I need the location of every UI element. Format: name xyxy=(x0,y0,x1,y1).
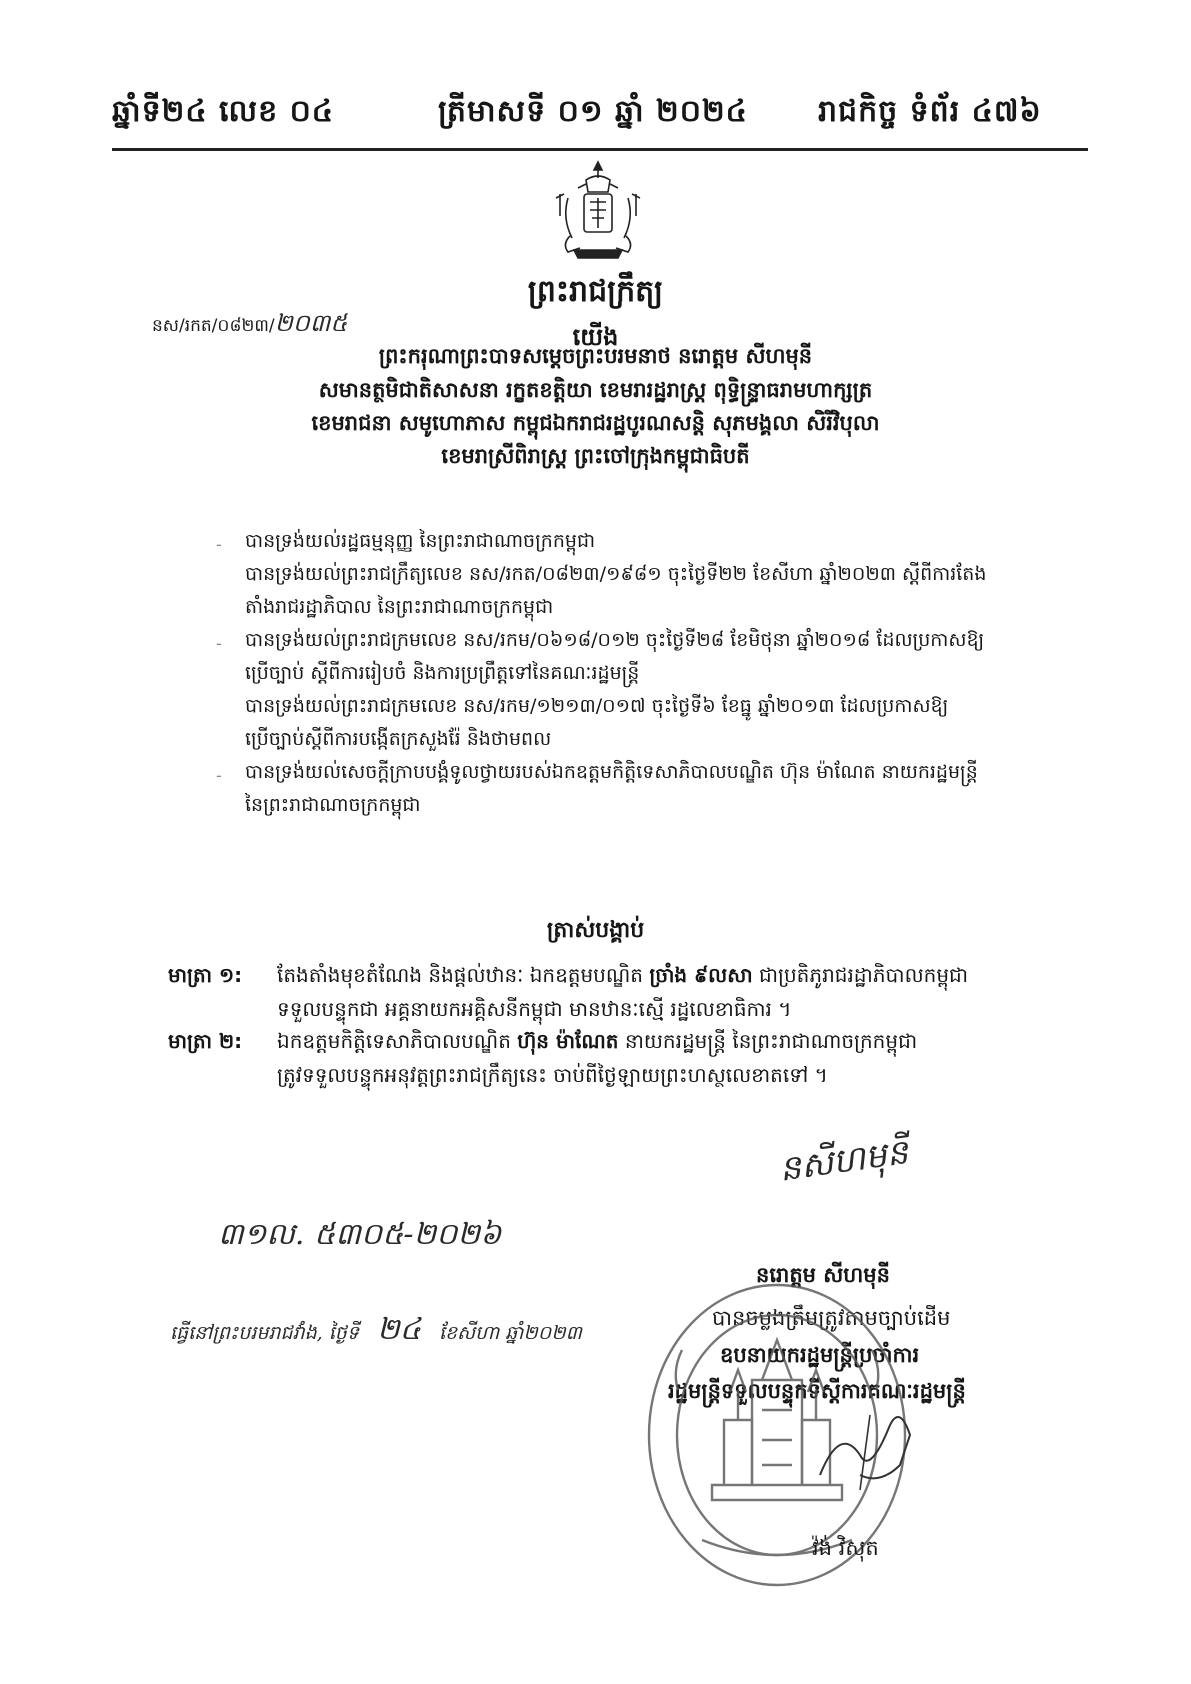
countersigner-name: វ៉ង់ វិសុត xyxy=(812,1536,879,1560)
article-1-text-post: ជាប្រតិភូរាជរដ្ឋាភិបាលកម្ពុជា xyxy=(758,963,969,987)
article-2-text-post: នាយករដ្ឋមន្ត្រី នៃព្រះរាជាណាចក្រកម្ពុជា xyxy=(624,1029,918,1053)
consideration-dash: - xyxy=(216,766,222,785)
order-heading: ត្រាស់បង្គាប់ xyxy=(546,918,645,943)
consideration-dash: - xyxy=(216,634,222,653)
header-rule xyxy=(112,148,1088,151)
day-handwritten: ២៤ xyxy=(376,1312,421,1347)
place-and-date xyxy=(170,1310,582,1354)
king-title-line-1: ព្រះករុណាព្រះបាទសម្ដេចព្រះបរមនាថ នរោត្តម សីហមុនី xyxy=(378,344,813,368)
consideration-line: នៃព្រះរាជាណាចក្រកម្ពុជា xyxy=(245,794,421,816)
ref-number-handwritten: ២០៣៥ xyxy=(274,309,348,337)
minister-handwritten-signature xyxy=(800,1395,930,1495)
king-title-line-3: ខេមរាជនា សមូហោភាស កម្ពុជឯករាជរដ្ឋបូរណសន្តិ សុភមង្គលា សិរីវិបុលា xyxy=(311,411,880,435)
article-1-line-1 xyxy=(277,962,968,992)
article-2-label: មាត្រា ២: xyxy=(168,1029,243,1053)
king-title-line-4: ខេមរាស្រីពិរាស្ត្រ ព្រះចៅក្រុងកម្ពុជាធិបតី xyxy=(441,444,750,468)
king-handwritten-signature xyxy=(776,1132,930,1218)
consideration-line: ប្រើច្បាប់ ស្ដីពីការរៀបចំ និងការប្រព្រឹត្តទៅនៃគណៈរដ្ឋមន្ត្រី xyxy=(245,662,640,684)
cabinet-minister-title: រដ្ឋមន្ត្រីទទួលបន្ទុកទីស្ដីការគណៈរដ្ឋមន្ត្រី xyxy=(668,1379,966,1403)
ref-number-printed: នស/រកត/០៨២៣/ xyxy=(152,316,275,336)
article-1-label: មាត្រា ១: xyxy=(168,963,243,987)
gazette-year-issue: ឆ្នាំទី២៤ លេខ ០៤ xyxy=(112,94,335,129)
deputy-pm-title: ឧបនាយករដ្ឋមន្ត្រីប្រចាំការ xyxy=(720,1343,920,1367)
consideration-line: បានទ្រង់យល់ព្រះរាជក្រមលេខ នស/រកម/១២១៣/០១៧ ចុះថ្ងៃទី៦ ខែធ្នូ ឆ្នាំ២០១៣ ដែលប្រកាសឱ្យ xyxy=(245,695,949,717)
consideration-line: បានទ្រង់យល់សេចក្ដីក្រាបបង្គំទូលថ្វាយរបស់ឯកឧត្តមកិត្តិទេសាភិបាលបណ្ឌិត ហ៊ុន ម៉ាណែត នាយករដ្ឋមន្ត្រី xyxy=(245,761,978,783)
decree-we: យើង xyxy=(572,323,619,351)
consideration-line: បានទ្រង់យល់ព្រះរាជក្រឹត្យលេខ នស/រកត/០៨២៣/១៩៨១ ចុះថ្ងៃទី២២ ខែសីហា ឆ្នាំ២០២៣ ស្ដីពីការតែង xyxy=(245,563,987,585)
certified-copy-note: បានចម្លងត្រឹមត្រូវតាមច្បាប់ដើម xyxy=(712,1306,951,1330)
consideration-dash: - xyxy=(216,535,222,554)
king-name: នរោត្តម សីហមុនី xyxy=(756,1263,890,1287)
decree-title: ព្រះរាជក្រឹត្យ xyxy=(527,274,664,309)
place-date-prefix: ធ្វើនៅព្រះបរមរាជវាំង, ថ្ងៃទី xyxy=(170,1322,359,1344)
consideration-line: តាំងរាជរដ្ឋាភិបាល នៃព្រះរាជាណាចក្រកម្ពុជា xyxy=(245,596,554,618)
consideration-line: បានទ្រង់យល់រដ្ឋធម្មនុញ្ញ នៃព្រះរាជាណាចក្រកម្ពុជា xyxy=(245,530,596,552)
gazette-quarter: ត្រីមាសទី ០១ ឆ្នាំ ២០២៤ xyxy=(438,94,748,129)
royal-coat-of-arms-icon xyxy=(548,158,648,266)
king-title-line-2: សមានត្ថមិជាតិសាសនា រក្ខតខត្តិយា ខេមរារដ្ឋរាស្ត្រ ពុទ្ធិន្ទ្រាធរាមហាក្សត្រ xyxy=(318,378,873,402)
gazette-page-number: រាជកិច្ច ទំព័រ ៤៧៦ xyxy=(818,94,1042,129)
handwritten-registry-number: ៣១ល. ៥៣០៥-២០២៦ xyxy=(218,1217,502,1252)
article-2-text: ឯកឧត្តមកិត្តិទេសាភិបាលបណ្ឌិត xyxy=(277,1029,511,1053)
article-1-appointee: ច្រាំង ៩លសា xyxy=(649,963,753,987)
article-2-line-1 xyxy=(277,1028,917,1058)
consideration-line: ប្រើច្បាប់ស្ដីពីការបង្កើតក្រសួងរ៉ែ និងថាមពល xyxy=(245,728,552,750)
consideration-line: បានទ្រង់យល់ព្រះរាជក្រមលេខ នស/រកម/០៦១៨/០១២ ចុះថ្ងៃទី២៨ ខែមិថុនា ឆ្នាំ២០១៨ ដែលប្រកាសឱ្យ xyxy=(245,629,985,651)
article-2-line-2: ត្រូវទទួលបន្ទុកអនុវត្តព្រះរាជក្រឹត្យនេះ ចាប់ពីថ្ងៃឡាយព្រះហស្ថលេខាតទៅ ។ xyxy=(277,1063,828,1087)
article-1-text: តែងតាំងមុខតំណែង និងផ្ដល់ឋានៈ ឯកឧត្តមបណ្ឌិត xyxy=(277,963,643,987)
article-2-prime-minister: ហ៊ុន ម៉ាណែត xyxy=(517,1029,619,1053)
article-1-line-2: ទទួលបន្ទុកជា អគ្គនាយកអគ្គិសនីកម្ពុជា មានឋានៈស្មើ រដ្ឋលេខាធិការ ។ xyxy=(277,997,792,1021)
place-date-suffix: ខែសីហា ឆ្នាំ២០២៣ xyxy=(438,1322,582,1344)
king-signature-text: នសីហមុនី xyxy=(776,1132,911,1190)
